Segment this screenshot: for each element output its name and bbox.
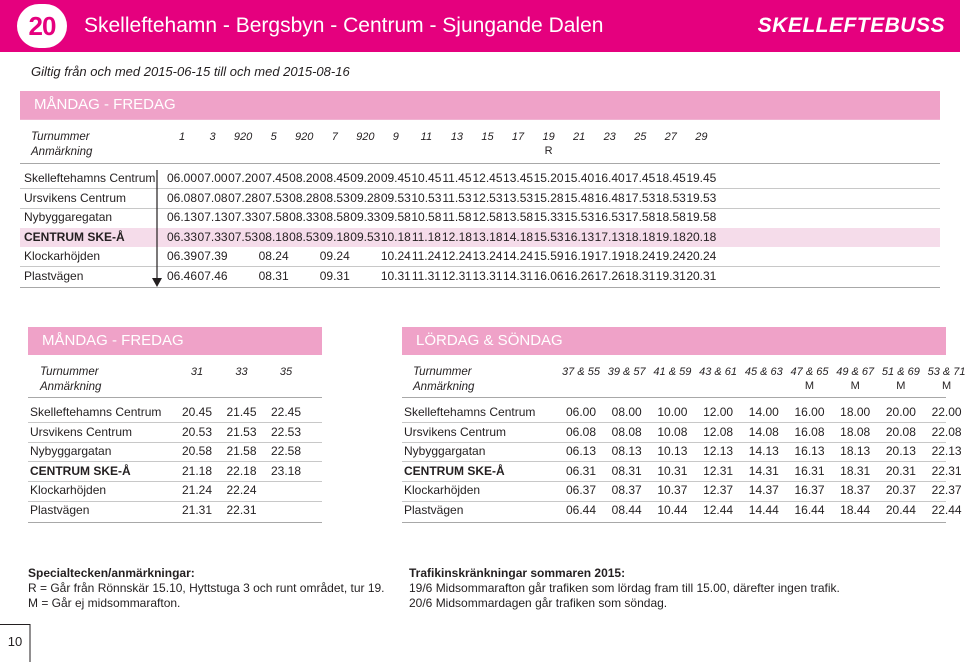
trip-number: 15	[481, 131, 494, 143]
main-section-banner	[20, 91, 940, 119]
departure-time: 18.24	[625, 249, 656, 263]
departure-time: 11.24	[411, 249, 441, 263]
departure-time: 19.58	[686, 210, 717, 224]
stop-name: Klockarhöjden	[24, 249, 101, 263]
notes-right-title: Trafikinskränkningar sommaren 2015:	[409, 566, 626, 580]
trip-number: 33	[235, 366, 248, 378]
departure-time: 11.31	[411, 268, 441, 283]
departure-time: 12.31	[703, 463, 734, 478]
stop-name: Klockarhöjden	[30, 483, 107, 498]
departure-time: 06.33	[166, 229, 198, 244]
table-row	[402, 423, 962, 442]
departure-time: 10.31	[657, 463, 688, 478]
departure-time: 16.13	[794, 444, 825, 459]
remark-code: M	[804, 380, 815, 392]
departure-time: 16.31	[794, 463, 825, 478]
departure-time: 09.53	[350, 229, 381, 244]
table-row	[28, 403, 322, 422]
departure-time: 16.08	[794, 424, 825, 439]
departure-time: 08.00	[611, 405, 642, 419]
departure-time: 14.24	[503, 249, 534, 263]
departure-time: 15.59	[533, 249, 564, 263]
departure-time: 22.45	[270, 405, 302, 419]
trip-number: 11	[420, 131, 433, 143]
departure-time: 12.24	[441, 249, 472, 263]
departure-time: 12.00	[703, 405, 734, 419]
trip-number: 45 & 63	[744, 366, 783, 378]
departure-time: 21.18	[181, 463, 213, 478]
trip-number: 49 & 67	[836, 366, 875, 378]
table-row	[28, 481, 322, 500]
departure-time: 22.18	[226, 463, 257, 478]
main-turnummer-label: Turnummer	[31, 131, 90, 143]
main-section-title: MÅNDAG - FREDAG	[34, 96, 176, 113]
departure-time: 20.37	[885, 483, 916, 498]
departure-time: 09.24	[319, 249, 350, 263]
departure-time: 13.31	[472, 268, 503, 283]
table-row	[28, 423, 322, 442]
departure-time: 14.18	[503, 229, 534, 244]
departure-time: 20.18	[686, 229, 717, 244]
departure-time: 15.28	[533, 190, 564, 205]
table-row	[402, 462, 962, 481]
stop-name: Plastvägen	[30, 503, 90, 517]
departure-time: 11.45	[442, 171, 472, 185]
departure-time: 10.58	[411, 210, 442, 224]
departure-time: 07.20	[228, 171, 259, 185]
trip-number: 35	[279, 366, 293, 378]
route-number-badge: 20	[17, 4, 67, 48]
departure-time: 07.45	[258, 171, 289, 185]
departure-time: 07.46	[197, 268, 228, 283]
departure-time: 18.44	[840, 503, 871, 517]
departure-time: 17.26	[594, 268, 625, 283]
departure-time: 16.26	[564, 268, 595, 283]
trip-number: 21	[573, 131, 586, 143]
table-row	[28, 501, 322, 520]
departure-time: 16.48	[594, 190, 625, 205]
departure-time: 16.44	[794, 503, 825, 517]
brand-logo: SKELLEFTEBUSS	[757, 14, 945, 37]
departure-time: 18.37	[840, 483, 871, 498]
departure-time: 14.37	[748, 483, 779, 498]
validity-text: Giltig från och med 2015-06-15 till och med 2015-08-16	[31, 64, 350, 79]
departure-time: 16.06	[533, 268, 564, 283]
table-row	[402, 403, 962, 422]
right-anmarkning-label: Anmärkning	[413, 381, 475, 393]
departure-time: 22.37	[931, 483, 962, 498]
notes-left-line-1: R = Går från Rönnskär 15.10, Hyttstuga 3 och runt området, tur 19.	[28, 581, 385, 595]
trip-number: 29	[695, 131, 708, 143]
right-section-banner	[402, 327, 946, 355]
departure-time: 12.44	[703, 503, 734, 517]
departure-time: 12.08	[703, 424, 734, 439]
departure-time: 15.20	[533, 171, 564, 185]
departure-time: 18.08	[840, 424, 871, 439]
departure-time: 13.58	[503, 210, 534, 224]
departure-time: 16.53	[594, 210, 625, 224]
stop-name: Skelleftehamns Centrum	[30, 405, 162, 419]
departure-time: 06.00	[166, 171, 198, 185]
departure-time: 22.31	[226, 503, 257, 517]
departure-time: 18.53	[655, 190, 686, 205]
departure-time: 12.31	[441, 268, 472, 283]
departure-time: 22.31	[931, 463, 962, 478]
departure-time: 07.28	[228, 190, 259, 205]
departure-time: 07.33	[197, 229, 228, 244]
notes-left-title: Specialtecken/anmärkningar:	[28, 566, 195, 580]
table-row	[402, 442, 962, 461]
departure-time: 12.37	[703, 483, 734, 498]
departure-time: 16.00	[794, 405, 825, 419]
stop-name: Ursvikens Centrum	[404, 424, 507, 439]
departure-time: 09.58	[380, 210, 411, 224]
route-title: Skelleftehamn - Bergsbyn - Centrum - Sjungande Dalen	[84, 14, 604, 37]
trip-number: 25	[634, 131, 647, 143]
main-banner-underline	[20, 119, 940, 120]
departure-time: 08.53	[319, 190, 350, 205]
departure-time: 06.13	[565, 444, 597, 459]
departure-time: 19.31	[655, 268, 686, 283]
departure-time: 07.00	[197, 171, 228, 185]
departure-time: 18.58	[655, 210, 686, 224]
trip-number: 17	[511, 131, 525, 143]
departure-time: 14.31	[503, 268, 534, 283]
departure-time: 07.33	[228, 210, 259, 224]
table-bottom-line	[402, 522, 946, 523]
departure-time: 19.53	[686, 190, 717, 205]
departure-time: 08.31	[258, 268, 289, 283]
departure-time: 23.18	[270, 463, 302, 478]
page-number: 10	[7, 634, 23, 649]
stop-name: Ursvikens Centrum	[24, 190, 127, 205]
departure-time: 10.45	[411, 171, 442, 185]
departure-time: 14.31	[748, 463, 779, 478]
departure-time: 20.24	[686, 249, 717, 263]
departure-time: 06.44	[565, 503, 597, 517]
departure-time: 11.58	[442, 210, 472, 224]
trip-number: 920	[356, 131, 375, 143]
departure-time: 12.45	[472, 171, 503, 185]
departure-time: 10.08	[657, 424, 688, 439]
departure-time: 07.58	[258, 210, 289, 224]
departure-time: 09.18	[319, 229, 350, 244]
departure-time: 22.00	[931, 405, 962, 419]
notes-right-line-1: 19/6 Midsommarafton går trafiken som lördag fram till 15.00, därefter ingen trafik.	[409, 581, 840, 595]
departure-time: 06.39	[166, 249, 198, 263]
right-turnummer-label: Turnummer	[413, 366, 472, 378]
trip-number: 7	[331, 131, 338, 143]
trip-number: 31	[190, 366, 204, 378]
departure-time: 07.13	[197, 210, 228, 224]
trip-number: 53 & 71	[927, 366, 966, 378]
departure-time: 10.00	[657, 405, 688, 419]
departure-time: 22.58	[270, 444, 302, 459]
stop-name: Klockarhöjden	[404, 483, 481, 498]
departure-time: 20.53	[181, 424, 213, 439]
departure-time: 09.45	[380, 171, 411, 185]
departure-time: 10.53	[411, 190, 442, 205]
departure-time: 08.58	[319, 210, 350, 224]
departure-time: 17.53	[625, 190, 656, 205]
departure-time: 14.00	[748, 405, 779, 419]
departure-time: 06.31	[565, 463, 597, 478]
departure-time: 22.13	[931, 444, 962, 459]
departure-time: 19.24	[655, 249, 686, 263]
departure-time: 08.18	[258, 229, 289, 244]
departure-time: 20.00	[885, 405, 916, 419]
table-bottom-line	[28, 522, 322, 523]
departure-time: 08.13	[611, 444, 642, 459]
departure-time: 20.58	[181, 444, 213, 459]
departure-time: 19.45	[686, 171, 717, 185]
departure-time: 06.00	[565, 405, 597, 419]
departure-time: 18.13	[840, 444, 871, 459]
departure-time: 20.08	[885, 424, 916, 439]
departure-time: 09.33	[350, 210, 381, 224]
departure-time: 11.18	[411, 229, 441, 244]
departure-time: 10.37	[657, 483, 688, 498]
departure-time: 18.45	[655, 171, 686, 185]
departure-time: 18.00	[840, 405, 871, 419]
departure-time: 21.58	[226, 444, 257, 459]
stop-name: Ursvikens Centrum	[30, 424, 133, 439]
departure-time: 08.44	[611, 503, 642, 517]
departure-time: 15.53	[533, 229, 564, 244]
trip-number: 37 & 55	[562, 366, 600, 378]
departure-time: 06.08	[166, 190, 198, 205]
departure-time: 16.40	[594, 171, 625, 185]
departure-time: 22.08	[931, 424, 962, 439]
trip-number: 5	[270, 131, 277, 143]
trip-number: 27	[664, 131, 677, 143]
departure-time: 12.53	[472, 190, 503, 205]
departure-time: 08.28	[289, 190, 320, 205]
departure-time: 20.31	[885, 463, 916, 478]
departure-time: 12.13	[703, 444, 734, 459]
departure-time: 14.13	[748, 444, 779, 459]
stop-name: Skelleftehamns Centrum	[404, 405, 536, 419]
departure-time: 08.37	[611, 483, 642, 498]
table-row	[28, 462, 322, 481]
departure-time: 21.45	[226, 405, 257, 419]
stop-name: Skelleftehamns Centrum	[24, 171, 156, 185]
stop-name: Nybyggargatan	[30, 444, 112, 459]
table-row	[402, 481, 962, 500]
direction-arrow-icon	[151, 170, 163, 288]
trip-number: 3	[209, 131, 216, 143]
trip-number: 51 & 69	[881, 366, 920, 378]
departure-time: 06.13	[166, 210, 198, 224]
stop-name: Nybyggargatan	[404, 444, 486, 459]
right-section-title: LÖRDAG & SÖNDAG	[416, 332, 563, 349]
departure-time: 14.08	[748, 424, 779, 439]
main-header-divider	[20, 163, 940, 164]
departure-time: 07.39	[197, 249, 228, 263]
main-anmarkning-label: Anmärkning	[31, 146, 93, 158]
left-section-title: MÅNDAG - FREDAG	[42, 332, 184, 349]
departure-time: 19.18	[655, 229, 686, 244]
departure-time: 10.13	[657, 444, 688, 459]
departure-time: 10.31	[380, 268, 411, 283]
departure-time: 07.08	[197, 190, 228, 205]
page-number-box	[0, 624, 35, 662]
departure-time: 08.45	[319, 171, 350, 185]
trip-number: 47 & 65	[790, 366, 829, 378]
table-row	[28, 442, 322, 461]
stop-name: CENTRUM SKE-Å	[24, 229, 125, 244]
departure-time: 15.40	[564, 171, 595, 185]
stop-name: Plastvägen	[24, 268, 84, 283]
table-row	[402, 501, 962, 520]
departure-time: 11.53	[442, 190, 472, 205]
departure-time: 08.24	[258, 249, 289, 263]
departure-time: 08.08	[611, 424, 642, 439]
departure-time: 22.24	[226, 483, 257, 498]
trip-number: 13	[450, 131, 464, 143]
departure-time: 21.53	[226, 424, 257, 439]
departure-time: 20.31	[686, 268, 717, 283]
departure-time: 10.44	[657, 503, 688, 517]
departure-time: 17.19	[594, 249, 625, 263]
trip-number: 920	[295, 131, 314, 143]
trip-number: 39 & 57	[607, 366, 646, 378]
departure-time: 20.44	[885, 503, 916, 517]
departure-time: 13.24	[472, 249, 503, 263]
departure-time: 18.31	[625, 268, 656, 283]
stop-name: CENTRUM SKE-Å	[404, 463, 505, 478]
trip-number: 43 & 61	[699, 366, 738, 378]
departure-time: 17.58	[625, 210, 656, 224]
departure-time: 13.18	[472, 229, 503, 244]
departure-time: 15.53	[564, 210, 595, 224]
departure-time: 07.53	[228, 229, 259, 244]
departure-time: 08.53	[289, 229, 320, 244]
left-header-divider	[28, 397, 322, 398]
left-section-banner	[28, 327, 322, 355]
departure-time: 15.48	[564, 190, 595, 205]
departure-time: 20.13	[885, 444, 916, 459]
departure-time: 16.13	[564, 229, 595, 244]
trip-number: 9	[392, 131, 399, 143]
departure-time: 17.13	[594, 229, 625, 244]
departure-time: 21.24	[181, 483, 213, 498]
trip-number: 19	[542, 131, 555, 143]
departure-time: 07.53	[258, 190, 289, 205]
departure-time: 22.44	[931, 503, 962, 517]
departure-time: 08.20	[289, 171, 320, 185]
departure-time: 14.44	[748, 503, 779, 517]
stop-name: CENTRUM SKE-Å	[30, 463, 131, 478]
trip-number: 920	[233, 131, 253, 143]
trip-number: 1	[178, 131, 186, 143]
departure-time: 16.37	[794, 483, 825, 498]
departure-time: 09.53	[380, 190, 411, 205]
departure-time: 06.37	[565, 483, 597, 498]
remark-code: R	[544, 145, 553, 157]
departure-time: 18.31	[840, 463, 871, 478]
notes-left-line-2: M = Går ej midsommarafton.	[28, 596, 181, 610]
notes-right-line-2: 20/6 Midsommardagen går trafiken som söndag.	[409, 596, 668, 610]
remark-code: M	[942, 380, 952, 392]
left-anmarkning-label: Anmärkning	[40, 381, 102, 393]
departure-time: 10.18	[380, 229, 411, 244]
departure-time: 08.31	[611, 463, 642, 478]
departure-time: 17.45	[625, 171, 656, 185]
trip-number: 23	[603, 131, 616, 143]
departure-time: 06.08	[565, 424, 597, 439]
left-turnummer-label: Turnummer	[40, 366, 99, 378]
departure-time: 09.31	[319, 268, 350, 283]
right-header-divider	[402, 397, 946, 398]
stop-name: Plastvägen	[404, 503, 464, 517]
departure-time: 20.45	[181, 405, 213, 419]
departure-time: 13.53	[503, 190, 534, 205]
departure-time: 12.18	[441, 229, 472, 244]
departure-time: 13.45	[503, 171, 534, 185]
remark-code: M	[850, 380, 860, 392]
departure-time: 08.33	[289, 210, 320, 224]
departure-time: 22.53	[270, 424, 302, 439]
departure-time: 21.31	[181, 503, 213, 517]
departure-time: 15.33	[533, 210, 564, 224]
remark-code: M	[896, 380, 906, 392]
departure-time: 06.46	[166, 268, 198, 283]
departure-time: 10.24	[380, 249, 411, 263]
departure-time: 09.28	[350, 190, 381, 205]
departure-time: 16.19	[564, 249, 595, 263]
departure-time: 09.20	[350, 171, 381, 185]
departure-time: 18.18	[625, 229, 656, 244]
stop-name: Nybyggaregatan	[24, 210, 113, 224]
trip-number: 41 & 59	[653, 366, 692, 378]
departure-time: 12.58	[472, 210, 503, 224]
